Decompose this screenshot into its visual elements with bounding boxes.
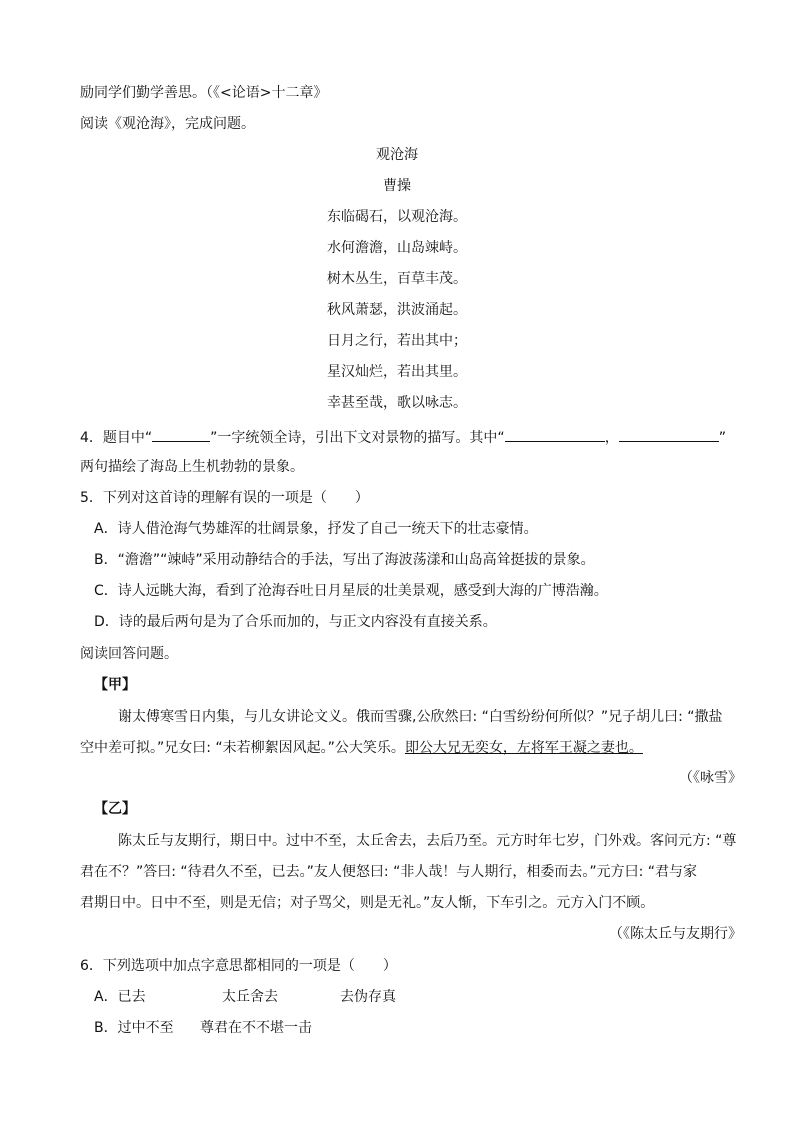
q6-option-a-item: 去伪存真 xyxy=(340,989,396,1005)
poem-line: 幸甚至哉，歌以咏志。 xyxy=(327,395,467,411)
intro-line: 励同学们勤学善思。（《<论语>十二章》 xyxy=(80,85,328,101)
option-c[interactable]: C．诗人远眺大海，看到了沧海吞吐日月星辰的壮美景观，感受到大海的广博浩瀚。 xyxy=(94,583,608,599)
answer-blank-2[interactable] xyxy=(505,427,605,442)
poem-title: 观沧海 xyxy=(376,147,418,163)
poem-line: 日月之行，若出其中； xyxy=(327,333,467,349)
question-6-stem: 6．下列选项中加点字意思都相同的一项是（ ） xyxy=(80,958,397,974)
option-d[interactable]: D．诗的最后两句是为了合乐而加的，与正文内容没有直接关系。 xyxy=(94,614,497,630)
poem-line: 东临碣石，以观沧海。 xyxy=(327,209,467,225)
poem-line: 星汉灿烂，若出其里。 xyxy=(327,364,467,380)
question-4-cont: 两句描绘了海岛上生机勃勃的景象。 xyxy=(80,459,304,475)
q6-option-a-item: 太丘舍去 xyxy=(222,989,278,1005)
option-a[interactable]: A．诗人借沧海气势雄浑的壮阔景象，抒发了自己一统天下的壮志豪情。 xyxy=(94,521,538,537)
poem-author: 曹操 xyxy=(383,178,411,194)
passage-yi-line: 君期日中。日中不至，则是无信；对子骂父，则是无礼。”友人惭，下车引之。元方入门不顾。 xyxy=(80,895,655,911)
poem-line: 秋风萧瑟，洪波涌起。 xyxy=(327,302,467,318)
poem-line: 树木丛生，百草丰茂。 xyxy=(327,271,467,287)
passage-jia-line: 谢太傅寒雪日内集，与儿女讲论文义。俄而雪骤,公欣然曰: “白雪纷纷何所似？”兄子胡儿曰: “撒盐 xyxy=(118,709,723,725)
passage-label-yi: 【乙】 xyxy=(94,801,136,817)
passage-label-jia: 【甲】 xyxy=(94,677,136,693)
passage-jia-line: 空中差可拟。”兄女曰: “未若柳絮因风起。”公大笑乐。即公大兄无奕女，左将军王凝之妻也。 xyxy=(80,740,643,756)
reading-instruction-2: 阅读回答问题。 xyxy=(80,646,178,662)
option-b[interactable]: B．“澹澹”“竦峙”采用动静结合的手法，写出了海波荡漾和山岛高耸挺拔的景象。 xyxy=(94,552,595,568)
answer-blank-3[interactable] xyxy=(619,427,719,442)
source-yi: （《陈太丘与友期行》 xyxy=(609,926,742,942)
question-5-stem: 5．下列对这首诗的理解有误的一项是（ ） xyxy=(80,490,369,506)
question-4: 4．题目中“ ”一字统领全诗，引出下文对景物的描写。其中“ ， ” xyxy=(80,427,726,447)
answer-blank-1[interactable] xyxy=(152,427,210,442)
source-jia: （《咏雪》 xyxy=(679,770,742,786)
passage-yi-line: 陈太丘与友期行，期日中。过中不至，太丘舍去，去后乃至。元方时年七岁，门外戏。客问元方: “尊 xyxy=(118,833,737,849)
q6-option-b[interactable]: B．过中不至 xyxy=(94,1020,174,1036)
poem-line: 水何澹澹，山岛竦峙。 xyxy=(327,240,467,256)
reading-instruction: 阅读《观沧海》，完成问题。 xyxy=(80,116,255,132)
q6-option-a[interactable]: A．已去 xyxy=(94,989,146,1005)
underlined-sentence: 即公大兄无奕女，左将军王凝之妻也。 xyxy=(404,740,643,756)
q6-option-b-item: 尊君在不不堪一击 xyxy=(200,1020,312,1036)
passage-yi-line: 君在不？”答曰: “待君久不至，已去。”友人便怒曰: “非人哉！与人期行，相委而去。”元方曰: “君与家 xyxy=(80,864,698,880)
